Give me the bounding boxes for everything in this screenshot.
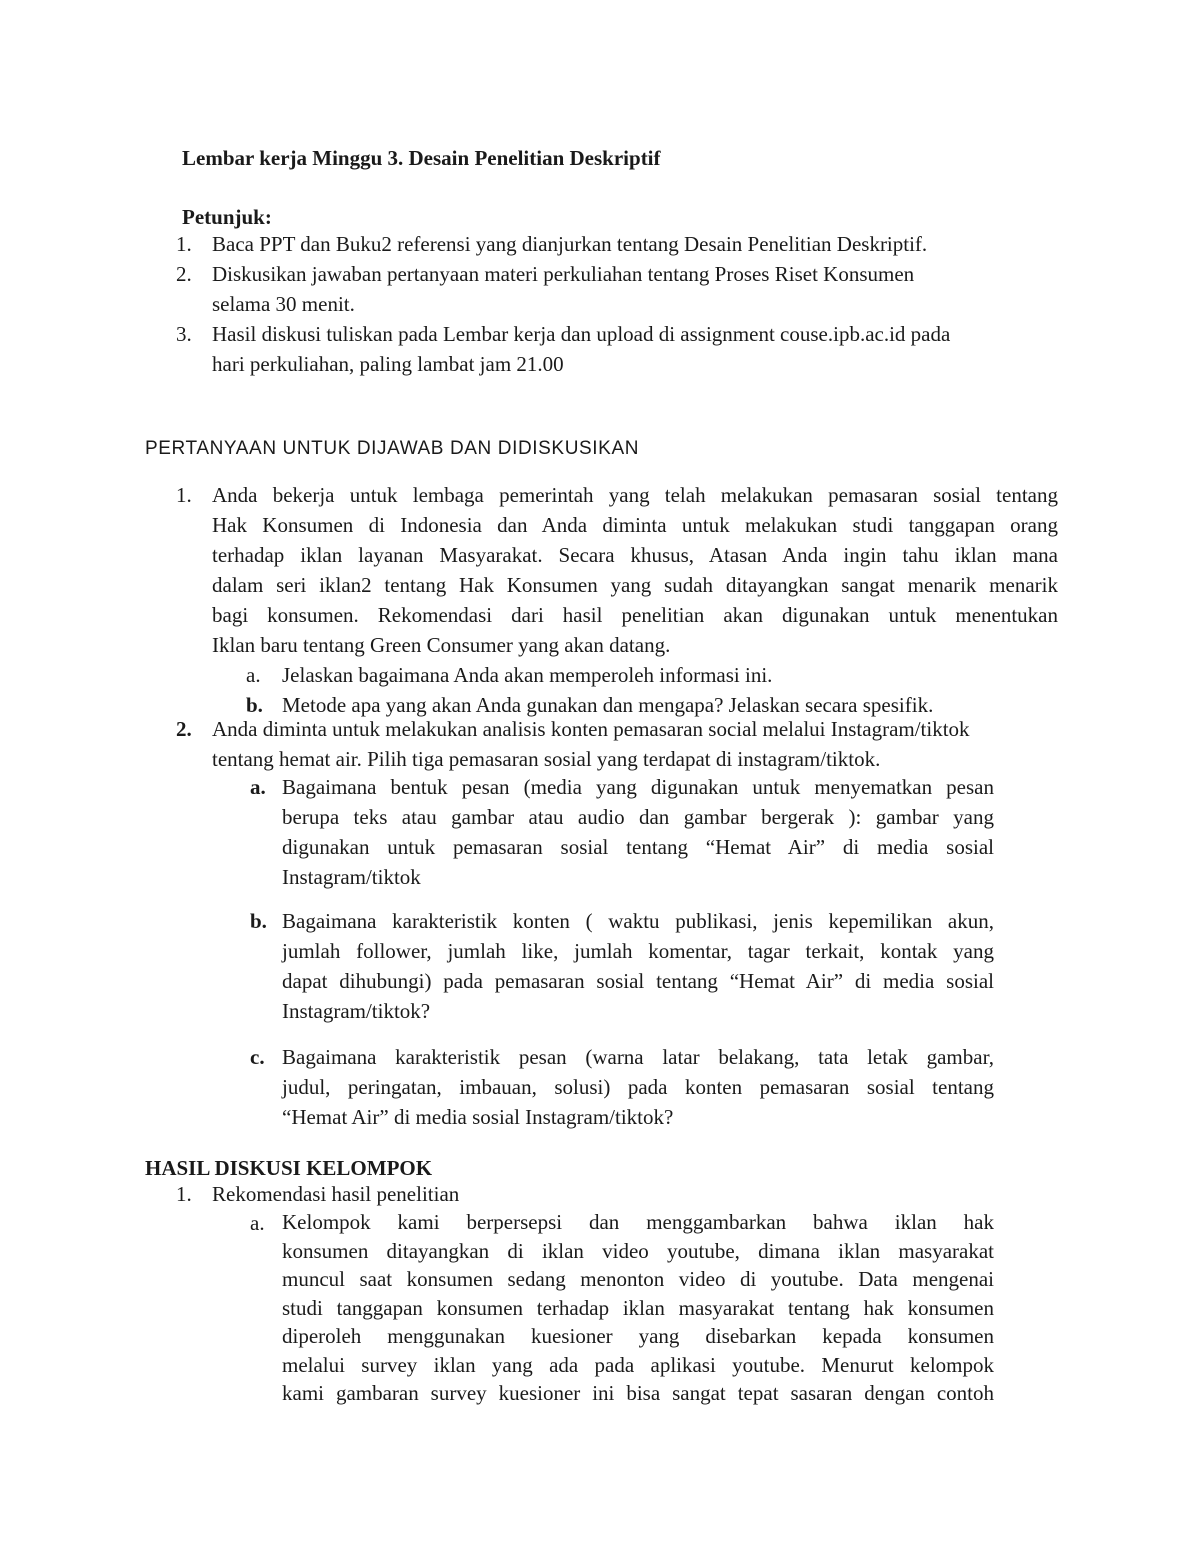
question-text-line: bagi konsumen. Rekomendasi dari hasil penelitian akan digunakan untuk menentukan [212,603,1058,627]
list-text: hari perkuliahan, paling lambat jam 21.00 [212,352,564,376]
document-title: Lembar kerja Minggu 3. Desain Penelitian Deskriptif [182,146,661,170]
answer-line: melalui survey iklan yang ada pada aplikasi youtube. Menurut kelompok [282,1352,994,1377]
question-text-line: tentang hemat air. Pilih tiga pemasaran sosial yang terdapat di instagram/tiktok. [212,747,881,771]
sub-question-2a [250,772,994,892]
hasil-sub-a [250,1208,994,1408]
list-item [176,319,1056,379]
question-number: 1. [176,483,192,507]
question-text-line: Hak Konsumen di Indonesia dan Anda diminta untuk melakukan studi tanggapan orang [212,513,1058,537]
sub-question-line: Bagaimana karakteristik konten ( waktu publikasi, jenis kepemilikan akun, [282,909,994,933]
sub-question-line: jumlah follower, jumlah like, jumlah komentar, tagar terkait, kontak yang [282,939,994,963]
sub-question-line: Bagaimana karakteristik pesan (warna latar belakang, tata letak gambar, [282,1045,994,1069]
list-text: Hasil diskusi tuliskan pada Lembar kerja dan upload di assignment couse.ipb.ac.id pada [212,322,951,346]
petunjuk-heading: Petunjuk: [182,205,272,229]
list-number: 1. [176,1182,192,1206]
sub-question-letter: a. [250,775,266,799]
petunjuk-list [176,229,1056,379]
sub-question-letter: b. [246,693,263,717]
answer-line: Kelompok kami berpersepsi dan menggambarkan bahwa iklan hak [282,1210,994,1234]
sub-question-letter: b. [250,909,267,933]
list-text: Diskusikan jawaban pertanyaan materi perkuliahan tentang Proses Riset Konsumen [212,262,915,286]
questions-heading: PERTANYAAN UNTUK DIJAWAB DAN DIDISKUSIKAN [145,438,640,459]
answer-line: diperoleh menggunakan kuesioner yang disebarkan kepada konsumen [282,1324,994,1348]
list-item [176,259,1056,319]
sub-question-line: “Hemat Air” di media sosial Instagram/tiktok? [282,1105,674,1129]
list-number: 1. [176,232,192,256]
sub-question-line: judul, peringatan, imbauan, solusi) pada konten pemasaran sosial tentang [282,1075,994,1099]
question-text-line: terhadap iklan layanan Masyarakat. Secara khusus, Atasan Anda ingin tahu iklan mana [212,543,1058,567]
sub-question-letter: c. [250,1045,265,1069]
sub-question-letter: a. [246,663,261,687]
answer-line: studi tanggapan konsumen terhadap iklan masyarakat tentang hak konsumen [282,1295,994,1320]
sub-question-2b [250,906,994,1026]
question-number: 2. [176,717,192,741]
list-text: Rekomendasi hasil penelitian [212,1182,460,1206]
sub-question-line: dapat dihubungi) pada pemasaran sosial tentang “Hemat Air” di media sosial [282,969,994,993]
sub-question-text: Metode apa yang akan Anda gunakan dan mengapa? Jelaskan secara spesifik. [282,693,934,717]
answer-line: muncul saat konsumen sedang menonton video di youtube. Data mengenai [282,1267,994,1291]
question-2 [176,714,1058,774]
sub-question-2c [250,1042,994,1132]
answer-line: kami gambaran survey kuesioner ini bisa sangat tepat sasaran dengan contoh [282,1381,994,1405]
answer-line: konsumen ditayangkan di iklan video youtube, dimana iklan masyarakat [282,1238,994,1263]
sub-question-line: Bagaimana bentuk pesan (media yang digunakan untuk menyematkan pesan [282,775,994,799]
list-text: selama 30 menit. [212,292,355,316]
list-text: Baca PPT dan Buku2 referensi yang dianjurkan tentang Desain Penelitian Deskriptif. [212,232,928,256]
hasil-item-1 [176,1179,1058,1209]
question-text-line: Iklan baru tentang Green Consumer yang akan datang. [212,633,671,657]
sub-question-line: digunakan untuk pemasaran sosial tentang “Hemat Air” di media sosial [282,835,994,859]
sub-question [246,660,1058,690]
sub-question-line: Instagram/tiktok? [282,999,431,1023]
question-1 [176,480,1058,720]
list-number: 3. [176,322,192,346]
question-text-line: dalam seri iklan2 tentang Hak Konsumen yang sudah ditayangkan sangat menarik menarik [212,573,1058,597]
sub-question-line: berupa teks atau gambar atau audio dan gambar bergerak ): gambar yang [282,805,994,829]
list-item [176,229,1056,259]
hasil-heading: HASIL DISKUSI KELOMPOK [145,1156,433,1180]
sub-question-line: Instagram/tiktok [282,865,421,889]
sub-question-text: Jelaskan bagaimana Anda akan memperoleh informasi ini. [282,663,773,687]
question-text-line: Anda bekerja untuk lembaga pemerintah yang telah melakukan pemasaran sosial tentang [212,483,1058,507]
sub-item-letter: a. [250,1211,265,1235]
question-text-line: Anda diminta untuk melakukan analisis konten pemasaran social melalui Instagram/tiktok [212,717,970,741]
list-number: 2. [176,262,192,286]
